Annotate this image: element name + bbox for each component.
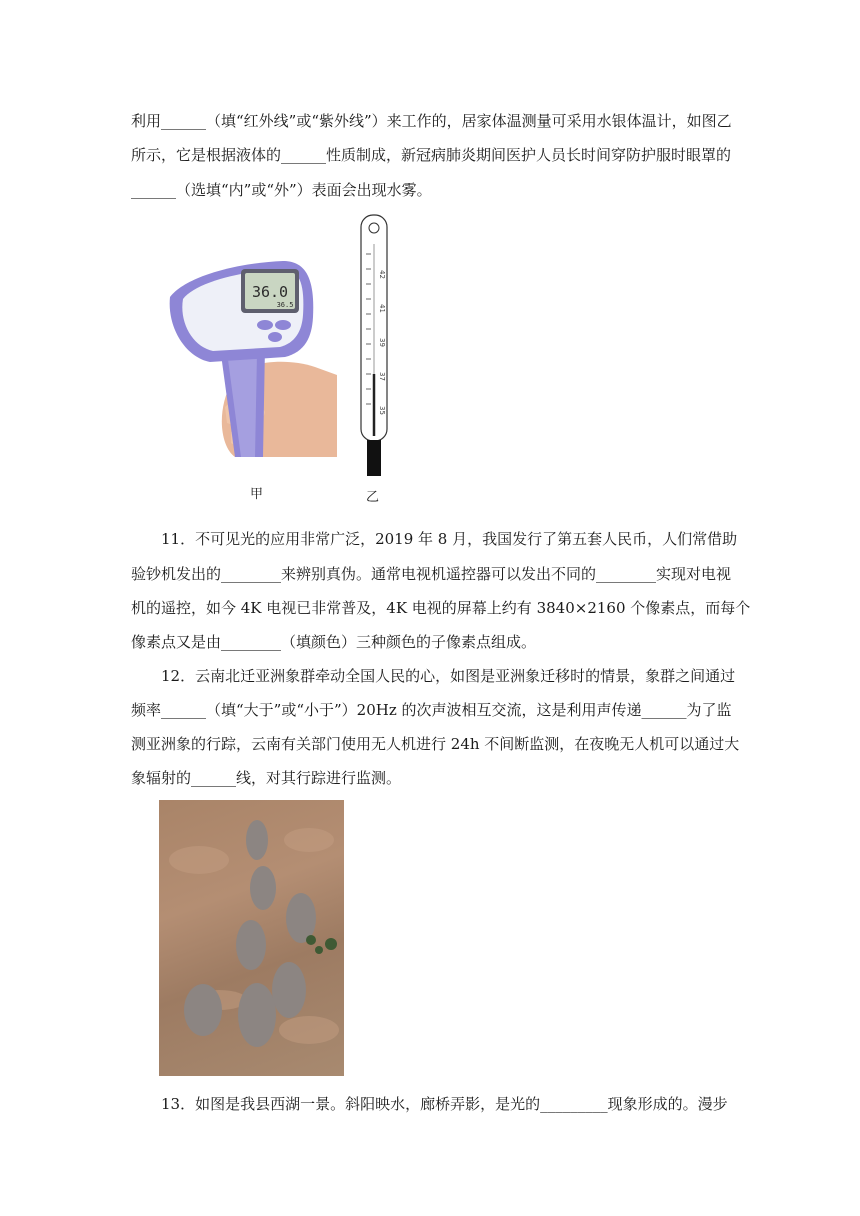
q11-line-2: 验钞机发出的________来辨别真伪。通常电视机遥控器可以发出不同的________实现对电视 [131, 565, 732, 583]
scale-label-2: 41 [378, 304, 386, 313]
q12-line-1: 12．云南北迁亚洲象群牵动全国人民的心，如图是亚洲象迁移时的情景，象群之间通过 [161, 667, 736, 685]
q11-line-3: 机的遥控，如今 4K 电视已非常普及，4K 电视的屏幕上约有 3840×2160 个像素点，而每个 [131, 599, 751, 617]
q10-line-2: 所示，它是根据液体的______性质制成，新冠病肺炎期间医护人员长时间穿防护服时眼罩的 [131, 146, 732, 164]
q12-line-2: 频率______（填“大于”或“小于”）20Hz 的次声波相互交流，这是利用声传递______为了监 [131, 701, 732, 719]
display-main-reading: 36.0 [251, 283, 289, 301]
infrared-thermometer-drawing [165, 257, 337, 457]
display-small-reading: 36.5 [276, 301, 294, 309]
elephant-herd-photo [159, 800, 344, 1076]
q11-line-1: 11．不可见光的应用非常广泛，2019 年 8 月，我国发行了第五套人民币，人们常借助 [161, 530, 738, 548]
q11-line-4: 像素点又是由________（填颜色）三种颜色的子像素点组成。 [131, 633, 537, 651]
scale-label-4: 37 [378, 372, 386, 381]
q10-line-1: 利用______（填“红外线”或“紫外线”）来工作的，居家体温测量可采用水银体温计，如图乙 [131, 112, 732, 130]
mercury-thermometer-drawing [360, 214, 388, 477]
figure-yi-caption: 乙 [366, 490, 380, 505]
scale-label-5: 35 [378, 406, 386, 415]
infrared-thermometer-image [165, 257, 337, 457]
scale-label-1: 42 [378, 270, 386, 279]
figure-jia-caption: 甲 [250, 487, 264, 502]
scale-label-3: 39 [378, 338, 386, 347]
elephant-herd-drawing [159, 800, 344, 1076]
q12-line-4: 象辐射的______线，对其行踪进行监测。 [131, 769, 402, 787]
q10-line-3: ______（选填“内”或“外”）表面会出现水雾。 [131, 181, 432, 199]
q13-line-1: 13．如图是我县西湖一景。斜阳映水，廊桥弄影，是光的_________现象形成的。漫步 [161, 1095, 728, 1113]
mercury-thermometer-image [360, 214, 388, 477]
q12-line-3: 测亚洲象的行踪，云南有关部门使用无人机进行 24h 不间断监测，在夜晚无人机可以通过大 [131, 735, 740, 753]
